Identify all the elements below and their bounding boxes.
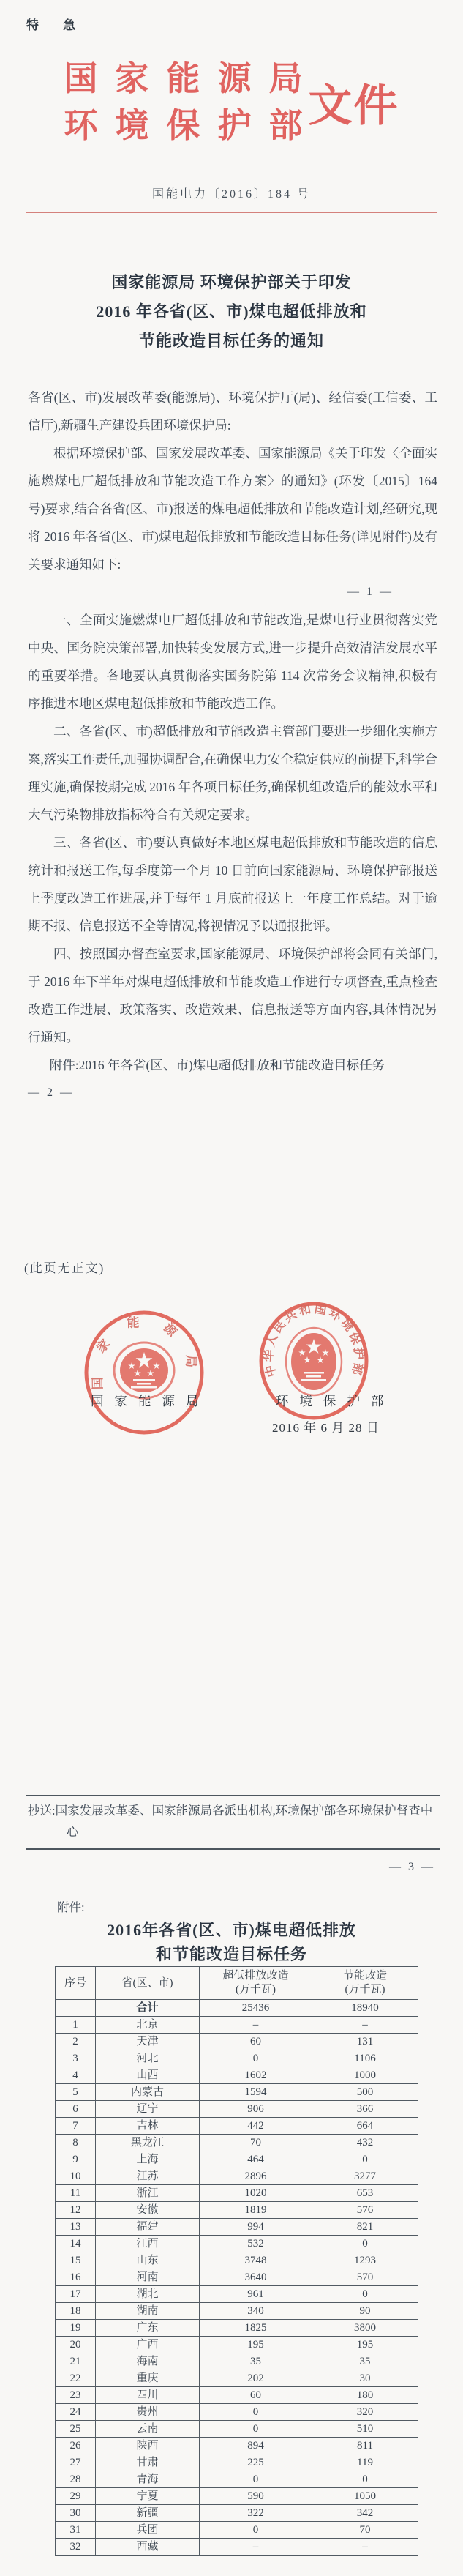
- energy-saving-value: 366: [312, 2101, 418, 2118]
- row-index: 32: [56, 2539, 96, 2556]
- province-name: 湖南: [96, 2303, 200, 2320]
- energy-saving-value: 320: [312, 2404, 418, 2421]
- paragraph-item-1: 一、全面实施燃煤电厂超低排放和节能改造,是煤电行业贯彻落实党中央、国务院决策部署,加快转变发展方式,进一步提升高效清洁发展水平的重要举措。各地要认真贯彻落实国务院第 114 次常务会议精神,积极有序推进本地区煤电超低排放和节能改造工作。: [28, 613, 437, 711]
- province-name: 北京: [96, 2017, 200, 2034]
- ultra-low-emission-value: 1020: [200, 2185, 312, 2202]
- province-name: 西藏: [96, 2539, 200, 2556]
- ultra-low-emission-value: 1825: [200, 2320, 312, 2337]
- energy-saving-value: 821: [312, 2219, 418, 2236]
- energy-saving-value: 90: [312, 2303, 418, 2320]
- row-index: 8: [56, 2135, 96, 2151]
- ultra-low-emission-value: 195: [200, 2337, 312, 2353]
- energy-saving-value: 0: [312, 2471, 418, 2488]
- row-index: 12: [56, 2202, 96, 2219]
- province-name: 河南: [96, 2269, 200, 2286]
- table-row: [56, 2505, 418, 2522]
- province-name: 广东: [96, 2320, 200, 2337]
- table-row: [56, 2454, 418, 2471]
- row-index: 29: [56, 2488, 96, 2505]
- table-row: [56, 2404, 418, 2421]
- ultra-low-emission-value: 961: [200, 2286, 312, 2303]
- table-row: [56, 2539, 418, 2556]
- page-marker-3: — 3 —: [389, 1861, 435, 1873]
- title-line-1: 国家能源局 环境保护部关于印发: [111, 273, 352, 291]
- attachment-label: 附件:: [57, 1900, 85, 1914]
- row-index: 24: [56, 2404, 96, 2421]
- document-number: 国能电力〔2016〕184 号: [151, 188, 311, 201]
- energy-saving-value: 342: [312, 2505, 418, 2522]
- table-row: [56, 2017, 418, 2034]
- title-line-3: 节能改造目标任务的通知: [138, 332, 324, 350]
- target-task-table: [55, 1966, 418, 2556]
- ultra-low-emission-value: 3748: [200, 2252, 312, 2269]
- national-emblem-icon: [286, 1328, 342, 1395]
- province-name: 吉林: [96, 2118, 200, 2135]
- energy-saving-value: 1050: [312, 2488, 418, 2505]
- table-row: [56, 2303, 418, 2320]
- table-row: [56, 2387, 418, 2404]
- ultra-low-emission-value: 225: [200, 2454, 312, 2471]
- row-index: 23: [56, 2387, 96, 2404]
- col-header-ultra-low-emission: [200, 1967, 312, 2000]
- table-row: [56, 2168, 418, 2185]
- ultra-low-emission-value: 0: [200, 2050, 312, 2067]
- agency-names: [64, 56, 320, 149]
- cc-footer: [26, 1795, 440, 1850]
- row-index: 2: [56, 2034, 96, 2050]
- table-row: [56, 2438, 418, 2454]
- province-name: 云南: [96, 2421, 200, 2438]
- ultra-low-emission-value: 0: [200, 2404, 312, 2421]
- energy-saving-value: 1000: [312, 2067, 418, 2084]
- table-row: [56, 2185, 418, 2202]
- ultra-low-emission-value: –: [200, 2017, 312, 2034]
- stamp-ring-text-environment: 中华人民共和国环境保护部: [261, 1302, 366, 1379]
- energy-saving-value: 811: [312, 2438, 418, 2454]
- document-body: [28, 384, 437, 1107]
- province-name: 内蒙古: [96, 2084, 200, 2101]
- table-row: [56, 2000, 418, 2017]
- agency-line-1: 国家能源局: [64, 60, 320, 97]
- col-header-line: (万千瓦): [345, 1984, 385, 1996]
- row-index: [56, 2000, 96, 2017]
- row-index: 6: [56, 2101, 96, 2118]
- table-row: [56, 2084, 418, 2101]
- province-name: 河北: [96, 2050, 200, 2067]
- province-name: 江苏: [96, 2168, 200, 2185]
- table-row: [56, 2067, 418, 2084]
- table-row: [56, 2269, 418, 2286]
- ultra-low-emission-value: 0: [200, 2522, 312, 2539]
- paragraph-intro: 根据环境保护部、国家发展改革委、国家能源局《关于印发〈全面实施燃煤电厂超低排放和节能改造工作方案〉的通知》(环发〔2015〕164 号)要求,结合各省(区、市)报送的煤电超低排放和节能改造计划,经研究,现将 2016 年各省(区、市)煤电超低排放和节能改造目标任务(详见附件)及有关要求通知如下:: [28, 446, 437, 572]
- province-name: 江西: [96, 2236, 200, 2252]
- ultra-low-emission-value: 2896: [200, 2168, 312, 2185]
- row-index: 16: [56, 2269, 96, 2286]
- province-name: 新疆: [96, 2505, 200, 2522]
- row-index: 7: [56, 2118, 96, 2135]
- row-index: 20: [56, 2337, 96, 2353]
- energy-saving-value: 195: [312, 2337, 418, 2353]
- table-row: [56, 2522, 418, 2539]
- energy-saving-value: –: [312, 2539, 418, 2556]
- energy-saving-value: 3277: [312, 2168, 418, 2185]
- province-name: 兵团: [96, 2522, 200, 2539]
- row-index: 9: [56, 2151, 96, 2168]
- province-name: 宁夏: [96, 2488, 200, 2505]
- ultra-low-emission-value: 590: [200, 2488, 312, 2505]
- row-index: 4: [56, 2067, 96, 2084]
- ultra-low-emission-value: 340: [200, 2303, 312, 2320]
- row-index: 10: [56, 2168, 96, 2185]
- salutation: 各省(区、市)发展改革委(能源局)、环境保护厅(局)、经信委(工信委、工信厅),新疆生产建设兵团环境保护局:: [28, 390, 437, 433]
- energy-saving-value: 570: [312, 2269, 418, 2286]
- page-marker-2: — 2 —: [28, 1086, 74, 1099]
- row-index: 25: [56, 2421, 96, 2438]
- col-header-index: 序号: [56, 1967, 96, 2000]
- col-header-line: 超低排放改造: [222, 1970, 289, 1982]
- energy-administration-stamp: [86, 1313, 202, 1433]
- ultra-low-emission-value: 202: [200, 2370, 312, 2387]
- row-index: 15: [56, 2252, 96, 2269]
- paragraph-item-2: 二、各省(区、市)超低排放和节能改造主管部门要进一步细化实施方案,落实工作责任,加强协调配合,在确保电力安全稳定供应的前提下,科学合理实施,确保按期完成 2016 年各项目标任务,确保机组改造后的能效水平和大气污染物排放指标符合有关规定要求。: [28, 724, 437, 822]
- energy-saving-value: –: [312, 2017, 418, 2034]
- energy-saving-value: 0: [312, 2151, 418, 2168]
- ultra-low-emission-value: 3640: [200, 2269, 312, 2286]
- province-name: 辽宁: [96, 2101, 200, 2118]
- cc-note: 抄送:国家发展改革委、国家能源局各派出机构,环境保护部各环境保护督查中心: [28, 1804, 433, 1839]
- province-name: 广西: [96, 2337, 200, 2353]
- signature-energy-administration: 国家能源局: [91, 1394, 210, 1408]
- table-row: [56, 2337, 418, 2353]
- table-row: [56, 2034, 418, 2050]
- attachment-title-line-1: 2016年各省(区、市)煤电超低排放: [107, 1921, 356, 1939]
- table-row: [56, 2421, 418, 2438]
- province-name: 陕西: [96, 2438, 200, 2454]
- attachment-note: 附件:2016 年各省(区、市)煤电超低排放和节能改造目标任务: [49, 1058, 385, 1072]
- province-name: 四川: [96, 2387, 200, 2404]
- row-index: 31: [56, 2522, 96, 2539]
- ultra-low-emission-value: 1594: [200, 2084, 312, 2101]
- energy-saving-value: 70: [312, 2522, 418, 2539]
- energy-saving-value: 1106: [312, 2050, 418, 2067]
- row-index: 11: [56, 2185, 96, 2202]
- ultra-low-emission-value: 60: [200, 2387, 312, 2404]
- issue-date: 2016 年 6 月 28 日: [272, 1421, 380, 1435]
- letterhead: [0, 56, 463, 149]
- ultra-low-emission-value: 1819: [200, 2202, 312, 2219]
- table-row: [56, 2151, 418, 2168]
- row-index: 13: [56, 2219, 96, 2236]
- province-name: 安徽: [96, 2202, 200, 2219]
- energy-saving-value: 30: [312, 2370, 418, 2387]
- energy-saving-value: 500: [312, 2084, 418, 2101]
- row-index: 17: [56, 2286, 96, 2303]
- ultra-low-emission-value: 0: [200, 2471, 312, 2488]
- row-index: 19: [56, 2320, 96, 2337]
- energy-saving-value: 3800: [312, 2320, 418, 2337]
- ultra-low-emission-value: 532: [200, 2236, 312, 2252]
- province-name: 青海: [96, 2471, 200, 2488]
- col-header-line: (万千瓦): [236, 1984, 276, 1996]
- ultra-low-emission-value: 442: [200, 2118, 312, 2135]
- row-index: 18: [56, 2303, 96, 2320]
- energy-saving-value: 510: [312, 2421, 418, 2438]
- energy-saving-value: 35: [312, 2353, 418, 2370]
- province-name: 重庆: [96, 2370, 200, 2387]
- urgency-label: 特 急: [26, 18, 81, 32]
- table-row: [56, 2236, 418, 2252]
- province-name: 山西: [96, 2067, 200, 2084]
- table-header-row: [56, 1967, 418, 2000]
- ultra-low-emission-value: 25436: [200, 2000, 312, 2017]
- row-index: 14: [56, 2236, 96, 2252]
- province-name: 黑龙江: [96, 2135, 200, 2151]
- table-row: [56, 2320, 418, 2337]
- document-title: [0, 268, 463, 356]
- energy-saving-value: 0: [312, 2236, 418, 2252]
- stamp-ring-text-energy: 国家能源局: [90, 1315, 198, 1390]
- no-body-note: (此页无正文): [24, 1261, 105, 1275]
- row-index: 1: [56, 2017, 96, 2034]
- ultra-low-emission-value: 994: [200, 2219, 312, 2236]
- table-row: [56, 2252, 418, 2269]
- ultra-low-emission-value: 906: [200, 2101, 312, 2118]
- col-header-province: 省(区、市): [96, 1967, 200, 2000]
- ultra-low-emission-value: 894: [200, 2438, 312, 2454]
- table-row: [56, 2202, 418, 2219]
- row-index: 22: [56, 2370, 96, 2387]
- energy-saving-value: 432: [312, 2135, 418, 2151]
- province-name: 贵州: [96, 2404, 200, 2421]
- agency-line-2: 环境保护部: [64, 107, 320, 144]
- energy-saving-value: 653: [312, 2185, 418, 2202]
- row-index: 27: [56, 2454, 96, 2471]
- table-row: [56, 2050, 418, 2067]
- province-name: 湖北: [96, 2286, 200, 2303]
- national-emblem-icon: [114, 1343, 174, 1398]
- energy-saving-value: 0: [312, 2286, 418, 2303]
- table-row: [56, 2101, 418, 2118]
- table-row: [56, 2488, 418, 2505]
- province-name: 海南: [96, 2353, 200, 2370]
- row-index: 5: [56, 2084, 96, 2101]
- row-index: 28: [56, 2471, 96, 2488]
- paragraph-item-4: 四、按照国办督查室要求,国家能源局、环境保护部将会同有关部门,于 2016 年下半年对煤电超低排放和节能改造工作进行专项督查,重点检查改造工作进展、政策落实、改造效果、信息报送等方面内容,具体情况另行通知。: [28, 947, 437, 1045]
- table-row: [56, 2353, 418, 2370]
- table-row: [56, 2471, 418, 2488]
- ultra-low-emission-value: 35: [200, 2353, 312, 2370]
- energy-saving-value: 119: [312, 2454, 418, 2471]
- province-name: 天津: [96, 2034, 200, 2050]
- col-header-energy-saving: [312, 1967, 418, 2000]
- province-name: 上海: [96, 2151, 200, 2168]
- table-row: [56, 2286, 418, 2303]
- energy-saving-value: 180: [312, 2387, 418, 2404]
- row-index: 3: [56, 2050, 96, 2067]
- ultra-low-emission-value: 464: [200, 2151, 312, 2168]
- col-header-line: 节能改造: [342, 1970, 387, 1982]
- table-row: [56, 2219, 418, 2236]
- official-stamps: [0, 1244, 463, 1464]
- title-line-2: 2016 年各省(区、市)煤电超低排放和: [96, 302, 367, 321]
- row-index: 30: [56, 2505, 96, 2522]
- row-index: 26: [56, 2438, 96, 2454]
- header-rule: [26, 212, 437, 213]
- ultra-low-emission-value: 0: [200, 2421, 312, 2438]
- ultra-low-emission-value: 60: [200, 2034, 312, 2050]
- energy-saving-value: 131: [312, 2034, 418, 2050]
- signature-environment-ministry: 环境保护部: [276, 1394, 395, 1408]
- province-name: 浙江: [96, 2185, 200, 2202]
- table-row: [56, 2370, 418, 2387]
- ultra-low-emission-value: –: [200, 2539, 312, 2556]
- province-name: 福建: [96, 2219, 200, 2236]
- paragraph-item-3: 三、各省(区、市)要认真做好本地区煤电超低排放和节能改造的信息统计和报送工作,每季度第一个月 10 日前向国家能源局、环境保护部报送上季度改造工作进展,并于每年 1 月底前报送上一年度工作总结。对于逾期不报、信息报送不全等情况,将视情况予以通报批评。: [28, 835, 437, 933]
- province-name: 山东: [96, 2252, 200, 2269]
- ultra-low-emission-value: 322: [200, 2505, 312, 2522]
- page-marker-1: — 1 —: [347, 586, 394, 598]
- row-index: 21: [56, 2353, 96, 2370]
- province-name: 甘肃: [96, 2454, 200, 2471]
- energy-saving-value: 1293: [312, 2252, 418, 2269]
- table-row: [56, 2135, 418, 2151]
- attachment-title-line-2: 和节能改造目标任务: [155, 1945, 307, 1963]
- attachment-title: [0, 1918, 463, 1966]
- energy-saving-value: 664: [312, 2118, 418, 2135]
- energy-saving-value: 576: [312, 2202, 418, 2219]
- ultra-low-emission-value: 1602: [200, 2067, 312, 2084]
- energy-saving-value: 18940: [312, 2000, 418, 2017]
- document-word: 文件: [308, 82, 399, 130]
- province-name: 合计: [96, 2000, 200, 2017]
- ultra-low-emission-value: 70: [200, 2135, 312, 2151]
- table-row: [56, 2118, 418, 2135]
